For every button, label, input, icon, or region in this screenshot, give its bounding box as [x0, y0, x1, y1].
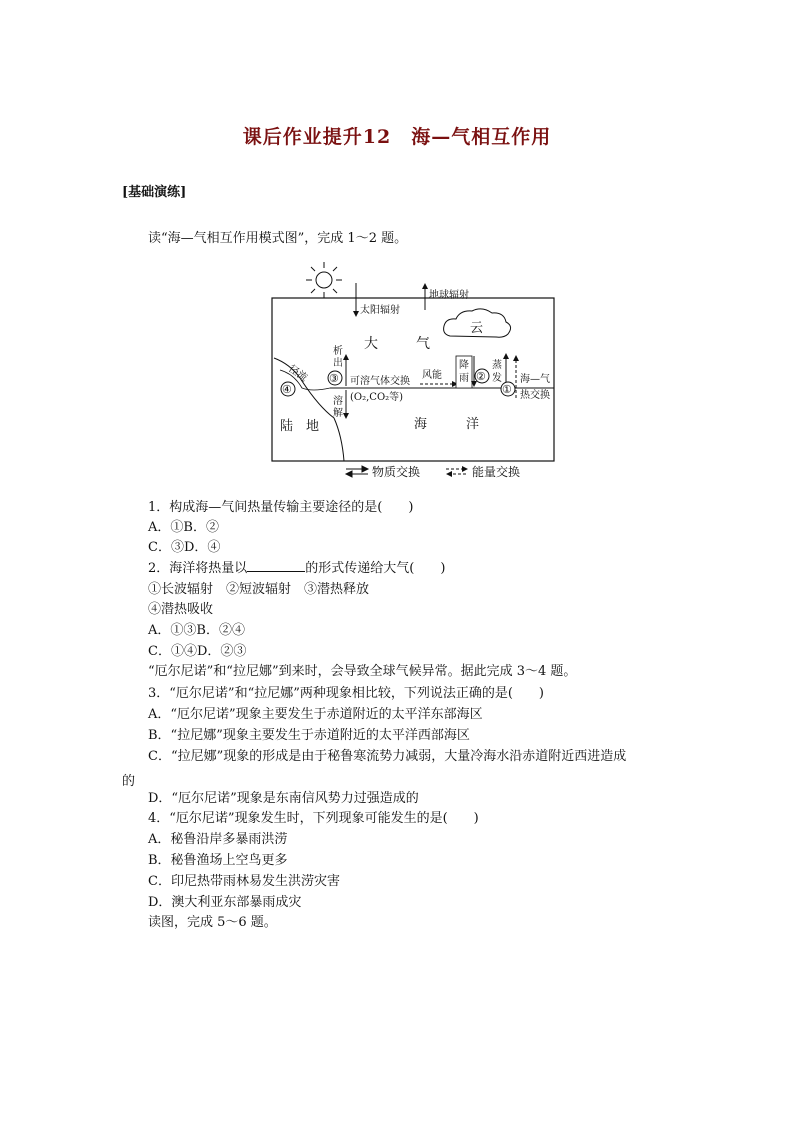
intro-text: 读“海—气相互作用模式图”，完成 1～2 题。 — [148, 231, 408, 246]
release-label-2: 出 — [333, 358, 343, 369]
atmosphere-label-2: 气 — [416, 336, 430, 352]
page-title: 课后作业提升12 海—气相互作用 — [242, 126, 552, 148]
ocean-label-2: 洋 — [466, 417, 480, 432]
rain-label-1: 降 — [459, 360, 469, 371]
question-4: 4．“厄尔尼诺”现象发生时，下列现象可能发生的是( ) — [148, 811, 479, 826]
ocean-label-1: 海 — [414, 417, 428, 432]
solar-radiation-label: 太阳辐射 — [360, 305, 400, 316]
fill-blank — [247, 559, 305, 572]
q4-option-d: D．澳大利亚东部暴雨成灾 — [148, 895, 302, 910]
runoff-label: 径流 — [286, 363, 309, 384]
q3-option-a: A．“厄尔尼诺”现象主要发生于赤道附近的太平洋东部海区 — [148, 707, 483, 722]
marker-4: ④ — [282, 383, 292, 396]
q1-options-ab: A．①B．② — [148, 520, 219, 535]
q3-option-c: C．“拉尼娜”现象的形成是由于秘鲁寒流势力减弱，大量冷海水沿赤道附近西进造成 — [148, 749, 627, 764]
evaporation-label-1: 蒸 — [492, 360, 502, 371]
dissolve-label-2: 解 — [333, 408, 343, 419]
evaporation-label-2: 发 — [492, 373, 502, 384]
q1-options-cd: C．③D．④ — [148, 540, 221, 555]
earth-radiation-label: 地球辐射 — [429, 290, 469, 301]
q3-option-c-continued: 的 — [122, 774, 136, 789]
dissolve-label-1: 溶 — [333, 396, 343, 407]
legend-energy-label: 能量交换 — [472, 465, 521, 479]
q2-item-4: ④潜热吸收 — [148, 602, 214, 617]
marker-2: ② — [476, 370, 486, 383]
section-heading: [基础演练] — [122, 185, 187, 200]
q2-options-cd: C．①④D．②③ — [148, 644, 247, 659]
sun-icon — [306, 262, 342, 298]
q4-option-a: A．秘鲁沿岸多暴雨洪涝 — [148, 832, 288, 847]
marker-3: ③ — [329, 372, 339, 385]
q4-option-c: C．印尼热带雨林易发生洪涝灾害 — [148, 874, 340, 889]
heat-exchange-label-1: 海—气 — [520, 374, 550, 385]
heat-exchange-label-2: 热交换 — [520, 390, 550, 401]
question-2 — [148, 559, 445, 579]
wind-energy-label: 风能 — [422, 370, 442, 381]
q2-items-123: ①长波辐射 ②短波辐射 ③潜热释放 — [148, 582, 370, 597]
land-label: 陆 地 — [280, 419, 320, 434]
gas-exchange-label: 可溶气体交换 — [350, 376, 410, 387]
question-2-stem: 2．海洋将热量以 — [148, 561, 248, 576]
q2-options-ab: A．①③B．②④ — [148, 623, 245, 638]
rain-label-2: 雨 — [459, 373, 469, 384]
q3-option-b: B．“拉尼娜”现象主要发生于赤道附近的太平洋西部海区 — [148, 728, 470, 743]
marker-1: ① — [502, 383, 512, 396]
atmosphere-label-1: 大 — [364, 336, 378, 352]
q4-option-b: B．秘鲁渔场上空鸟更多 — [148, 853, 288, 868]
legend-matter-icon — [346, 466, 368, 477]
legend-matter-label: 物质交换 — [372, 465, 421, 479]
passage-3-4: “厄尔尼诺”和“拉尼娜”到来时，会导致全球气候异常。据此完成 3～4 题。 — [148, 664, 577, 679]
passage-5-6: 读图，完成 5～6 题。 — [148, 915, 277, 930]
question-1: 1．构成海—气间热量传输主要途径的是( ) — [148, 500, 414, 515]
cloud-label: 云 — [470, 321, 484, 336]
question-2-tail: 的形式传递给大气( ) — [305, 561, 446, 576]
release-label-1: 析 — [333, 346, 343, 357]
sea-air-interaction-diagram — [260, 258, 560, 488]
gases-label: (O₂,CO₂等) — [350, 392, 404, 403]
q3-option-d: D．“厄尔尼诺”现象是东南信风势力过强造成的 — [148, 791, 419, 806]
question-3: 3．“厄尔尼诺”和“拉尼娜”两种现象相比较，下列说法正确的是( ) — [148, 686, 544, 701]
